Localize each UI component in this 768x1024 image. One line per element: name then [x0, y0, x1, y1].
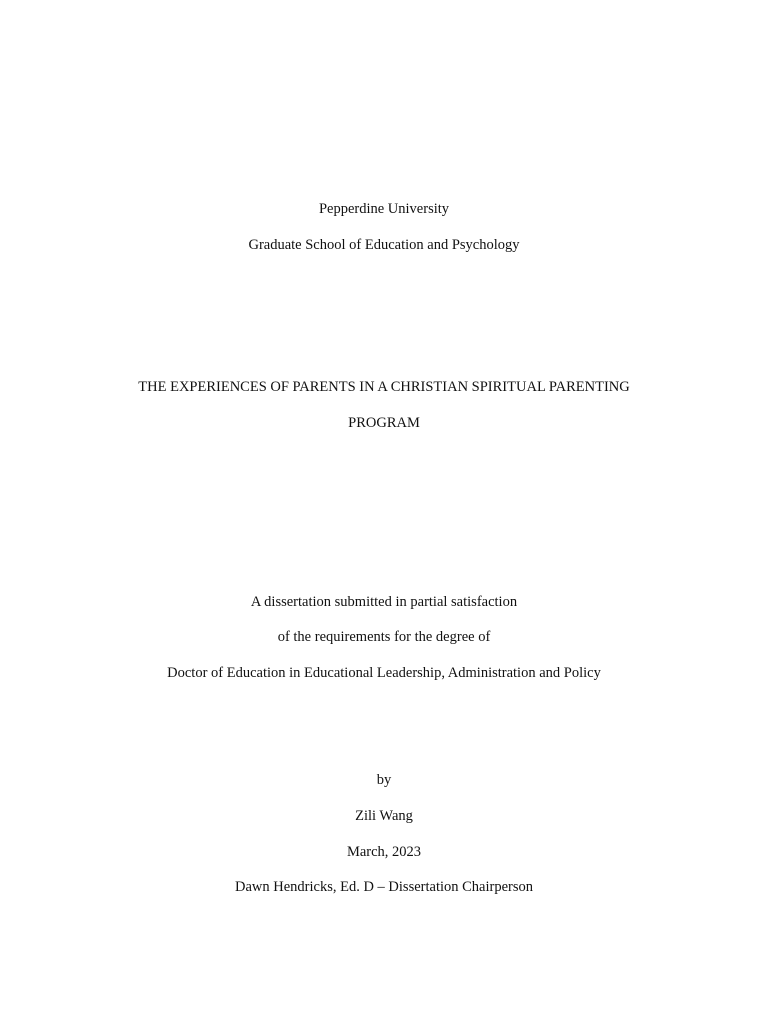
degree-name: Doctor of Education in Educational Leadership, Administration and Policy [167, 665, 601, 681]
submission-date: March, 2023 [346, 844, 422, 860]
dissertation-title-line-2: PROGRAM [348, 415, 420, 431]
dissertation-chairperson: Dawn Hendricks, Ed. D – Dissertation Chairperson [235, 879, 533, 895]
school-name: Graduate School of Education and Psychology [248, 237, 520, 253]
by-label: by [376, 772, 392, 788]
author-name: Zili Wang [355, 808, 413, 824]
university-name: Pepperdine University [318, 201, 450, 217]
submission-statement-line-2: of the requirements for the degree of [277, 629, 491, 645]
dissertation-title-line-1: THE EXPERIENCES OF PARENTS IN A CHRISTIAN SPIRITUAL PARENTING [138, 379, 630, 395]
submission-statement-line-1: A dissertation submitted in partial satisfaction [250, 594, 518, 610]
